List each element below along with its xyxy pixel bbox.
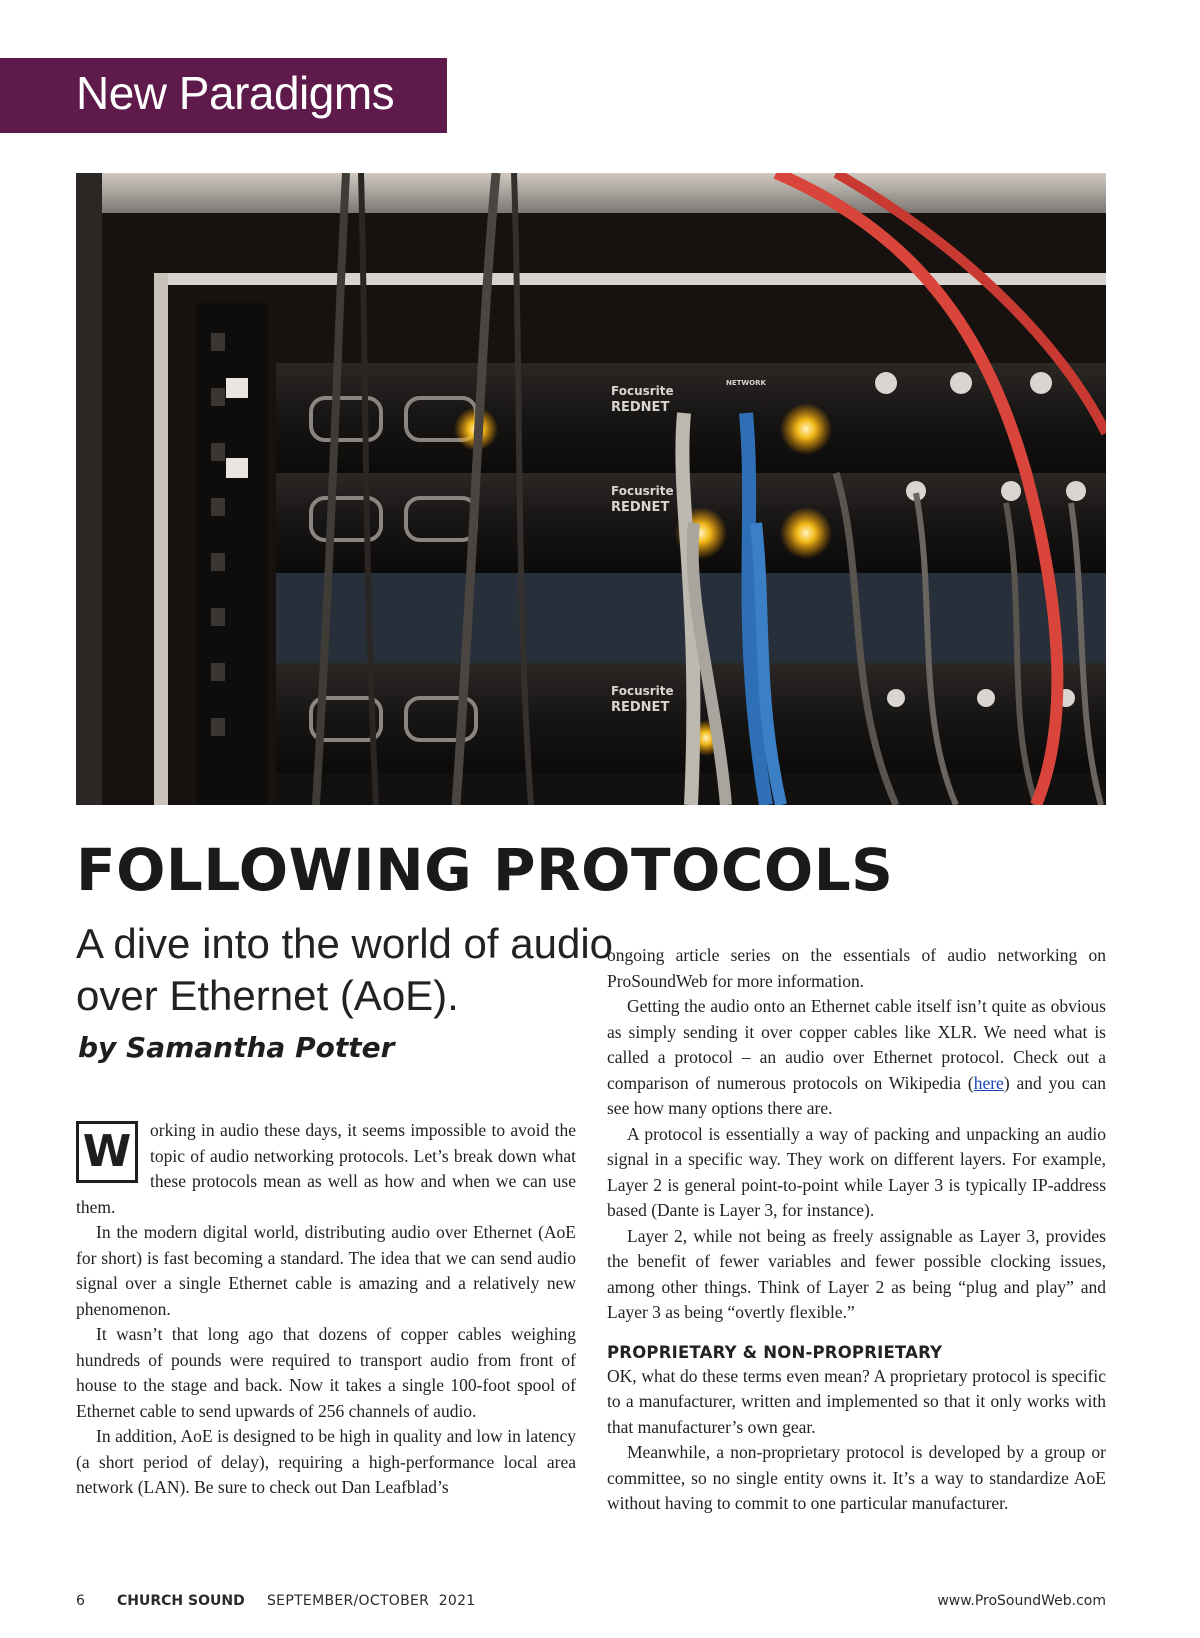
unit-brand-2: Focusrite xyxy=(611,484,674,498)
page-number: 6 xyxy=(76,1593,85,1609)
paragraph-text: Getting the audio onto an Ethernet cable itself isn’t quite as obvious as simply sending it over copper cables like XLR. We need what is called a protocol – an audio over Ethernet protocol. Check out a comparison of numerous protocols on Wikipedia ( xyxy=(607,996,1106,1093)
article-title: FOLLOWING PROTOCOLS xyxy=(76,836,894,904)
article-subtitle: A dive into the world of audio over Ethernet (AoE). xyxy=(76,920,614,1019)
paragraph-text: ) and you can see how many options there are. xyxy=(607,1072,1106,1118)
section-header xyxy=(0,58,447,133)
issue-date: SEPTEMBER/OCTOBER 2021 xyxy=(267,1593,476,1609)
unit-model-2: REDNET xyxy=(611,500,670,515)
article-column-right xyxy=(607,943,1106,1517)
unit-model-1: REDNET xyxy=(611,400,670,415)
article-byline: by Samantha Potter xyxy=(78,1031,395,1064)
wikipedia-link[interactable]: here xyxy=(973,1072,1004,1093)
unit-brand-1: Focusrite xyxy=(611,384,674,398)
paragraph-with-link xyxy=(607,994,1106,1122)
drop-cap: W xyxy=(76,1121,138,1183)
paragraph-continued: ongoing article series on the essentials of audio networking on ProSoundWeb for more information. xyxy=(607,945,1106,991)
paragraph: Layer 2, while not being as freely assignable as Layer 3, provides the benefit of fewer variables and fewer possible clocking issues, among other things. Think of Layer 2 as being “plug and play” and Layer 3 as being “overtly flexible.” xyxy=(607,1225,1106,1322)
paragraph: It wasn’t that long ago that dozens of copper cables weighing hundreds of pounds were required to transport audio from front of house to the stage and back. Now it takes a single 100-foot spool of Ethernet cable to send upwards of 256 channels of audio. xyxy=(76,1324,576,1421)
paragraph: In addition, AoE is designed to be high in quality and low in latency (a short period of delay), requiring a high-performance local area network (LAN). Be sure to check out Dan Leafblad’s xyxy=(76,1426,576,1497)
article-column-left xyxy=(76,1118,576,1501)
unit-brand-3: Focusrite xyxy=(611,684,674,698)
paragraph: In the modern digital world, distributing audio over Ethernet (AoE for short) is fast becoming a standard. The idea that we can send audio signal over a single Ethernet cable is amazing and a relatively new phenomenon. xyxy=(76,1222,576,1319)
magazine-name: CHURCH SOUND xyxy=(117,1593,245,1609)
hero-photo xyxy=(76,173,1106,805)
paragraph: A protocol is essentially a way of packing and unpacking an audio signal in a specific way. They work on different layers. For example, Layer 2 is general point-to-point while Layer 3 is typically IP-address based (Dante is Layer 3, for instance). xyxy=(607,1123,1106,1220)
unit-model-3: REDNET xyxy=(611,700,670,715)
paragraph-intro xyxy=(76,1118,576,1220)
paragraph: Meanwhile, a non-proprietary protocol is developed by a group or committee, so no single entity owns it. It’s a way to standardize AoE without having to commit to one particular manufacturer. xyxy=(607,1442,1106,1513)
paragraph-intro-text: orking in audio these days, it seems impossible to avoid the topic of audio networking protocols. Let’s break down what these protocols mean as well as how and when we can use them. xyxy=(76,1120,576,1217)
rack-illustration xyxy=(76,173,1106,805)
section-label: New Paradigms xyxy=(76,67,395,119)
port-label-network: NETWORK xyxy=(726,379,766,387)
website-link[interactable]: www.ProSoundWeb.com xyxy=(937,1593,1106,1609)
section-heading: PROPRIETARY & NON-PROPRIETARY xyxy=(607,1342,943,1362)
paragraph: OK, what do these terms even mean? A proprietary protocol is specific to a manufacturer, written and implemented so that it only works with that manufacturer’s own gear. xyxy=(607,1365,1106,1437)
